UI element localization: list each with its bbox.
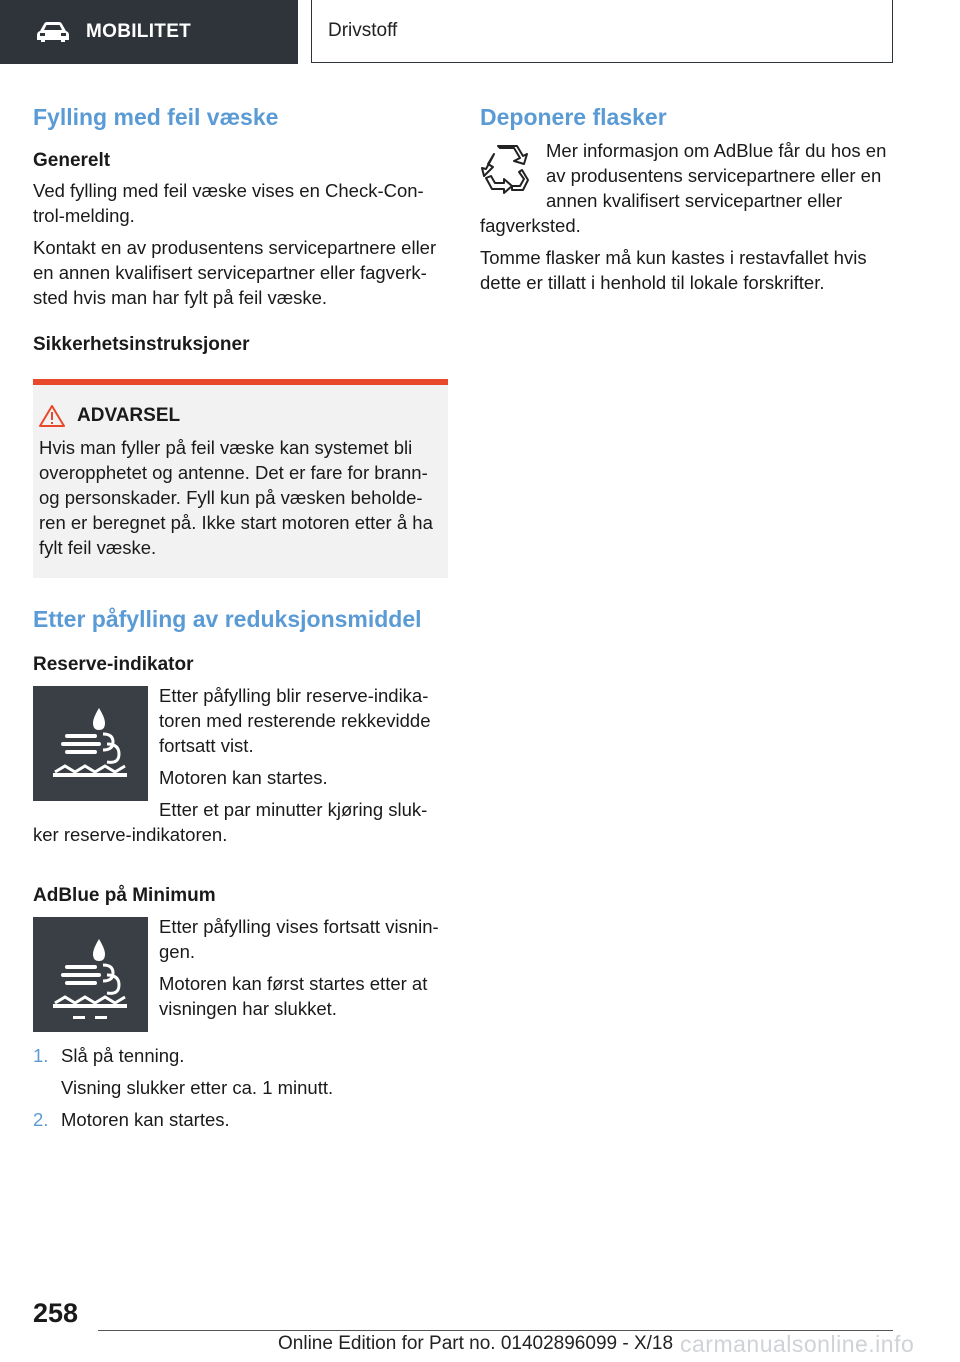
section-tab bbox=[0, 0, 298, 64]
recycle-icon bbox=[480, 142, 534, 196]
watermark: carmanualsonline.info bbox=[680, 1331, 915, 1357]
reserve-paragraph-3: Etter et par minutter kjøring sluk‐ker reserve-indikatoren. bbox=[33, 799, 428, 845]
warning-title: ADVARSEL bbox=[77, 405, 181, 426]
heading-adblue-minimum: AdBlue på Minimum bbox=[33, 885, 216, 906]
section-title-wrong-fluid: Fylling med feil væske bbox=[33, 104, 279, 130]
list-text: Motoren kan startes. bbox=[61, 1109, 230, 1130]
section-title-bottle-disposal: Deponere flasker bbox=[480, 104, 667, 130]
heading-general: Generelt bbox=[33, 150, 111, 171]
warning-text: Hvis man fyller på feil væske kan systemet bli overopphetet og antenne. Det er fare for brann- og personskader. Fyll kun på væsken beholde‐ren er beregnet på. Ikke start motoren etter å ha fylt feil væske. bbox=[39, 437, 433, 558]
list-item bbox=[33, 1107, 448, 1132]
reserve-paragraph-2: Motoren kan startes. bbox=[159, 767, 328, 788]
right-column bbox=[480, 100, 895, 295]
section-title-after-refill: Etter påfylling av reduksjonsmiddel bbox=[33, 606, 422, 632]
list-number: 2. bbox=[33, 1109, 49, 1130]
list-text: Visning slukker etter ca. 1 minutt. bbox=[61, 1077, 334, 1098]
disposal-paragraph-1: Mer informasjon om AdBlue får du hos en av produsentens servicepartnere eller en annen kvalifisert servicepartner eller fagverksted. bbox=[480, 140, 887, 236]
general-paragraph-1: Ved fylling med feil væske vises en Check-Con‐trol-melding. bbox=[33, 180, 424, 226]
disposal-paragraph-2: Tomme flasker må kun kastes i restavfallet hvis dette er tillatt i henhold til lokale forskrifter. bbox=[480, 247, 867, 293]
list-number: 1. bbox=[33, 1045, 49, 1066]
heading-reserve-indicator: Reserve-indikator bbox=[33, 654, 194, 675]
list-number bbox=[33, 1075, 61, 1100]
car-icon bbox=[36, 21, 70, 43]
minimum-paragraph-2: Motoren kan først startes etter at visningen har slukket. bbox=[159, 973, 428, 1019]
heading-safety: Sikkerhetsinstruksjoner bbox=[33, 334, 250, 355]
edition-note: Online Edition for Part no. 01402896099 - X/18 bbox=[278, 1333, 674, 1354]
list-item bbox=[33, 1043, 448, 1068]
chapter-label: Drivstoff bbox=[328, 20, 398, 41]
section-label: MOBILITET bbox=[86, 21, 192, 42]
general-paragraph-2: Kontakt en av produsentens servicepartnere eller en annen kvalifisert servicepartner eller fagverk‐sted hvis man har fylt på feil væske. bbox=[33, 237, 437, 308]
chapter-tab bbox=[311, 0, 893, 63]
reserve-paragraph-1: Etter påfylling blir reserve-indika‐toren med resterende rekkevidde fortsatt vist. bbox=[159, 685, 431, 756]
minimum-paragraph-1: Etter påfylling vises fortsatt visnin‐gen. bbox=[159, 916, 439, 962]
adblue-minimum-indicator-icon bbox=[33, 917, 148, 1032]
page-number: 258 bbox=[33, 1298, 79, 1328]
adblue-reserve-indicator-icon bbox=[33, 686, 148, 801]
list-item bbox=[33, 1075, 448, 1100]
warning-triangle-icon bbox=[39, 405, 65, 427]
list-text: Slå på tenning. bbox=[61, 1045, 185, 1066]
warning-box bbox=[33, 379, 448, 578]
left-column bbox=[33, 100, 448, 1132]
